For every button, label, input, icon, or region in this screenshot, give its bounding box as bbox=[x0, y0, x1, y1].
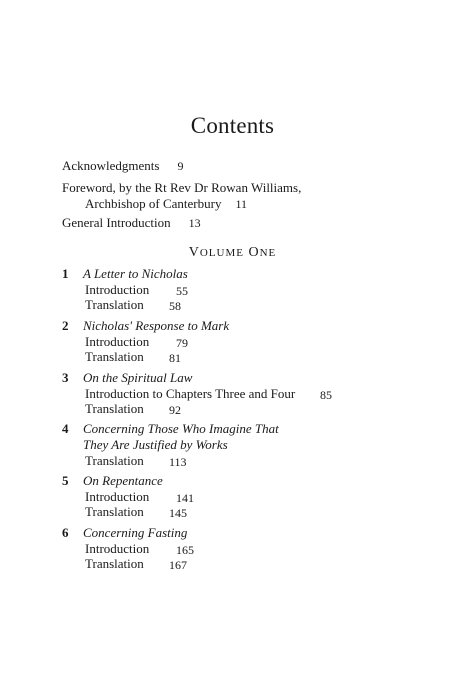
chapter-item-page: 145 bbox=[169, 506, 187, 520]
chapter-item-page: 85 bbox=[320, 388, 332, 402]
chapter-item-label: Introduction bbox=[85, 282, 150, 297]
chapter-title: Concerning Those Who Imagine That bbox=[83, 421, 279, 436]
chapter-item-label: Translation bbox=[85, 349, 144, 364]
chapter-item-page: 81 bbox=[169, 351, 181, 365]
chapter-item-page: 141 bbox=[176, 491, 194, 505]
chapter-item-label: Introduction bbox=[85, 334, 150, 349]
toc-entry-foreword-cont bbox=[85, 196, 247, 212]
chapter-number: 5 bbox=[62, 473, 69, 488]
chapter-number: 4 bbox=[62, 421, 69, 436]
chapter-item-page: 113 bbox=[169, 455, 187, 469]
chapter-item-page: 92 bbox=[169, 403, 181, 417]
chapter-number: 1 bbox=[62, 266, 69, 281]
page-title: Contents bbox=[190, 113, 275, 138]
chapter-item-label: Introduction to Chapters Three and Four bbox=[85, 386, 296, 401]
chapter-title-cont: They Are Justified by Works bbox=[83, 437, 228, 452]
chapter-number: 3 bbox=[62, 370, 69, 385]
toc-entry-label: General Introduction bbox=[62, 215, 171, 230]
toc-entry-page: 9 bbox=[177, 159, 184, 173]
toc-entry-label: Foreword, by the Rt Rev Dr Rowan Williams, bbox=[62, 180, 302, 195]
chapter-item-label: Translation bbox=[85, 556, 144, 571]
chapter-number: 6 bbox=[62, 525, 69, 540]
chapter-item-page: 55 bbox=[176, 284, 188, 298]
toc-entry-label: Archbishop of Canterbury bbox=[85, 196, 222, 211]
toc-entry-page: 11 bbox=[235, 197, 248, 211]
chapter-title: Nicholas' Response to Mark bbox=[83, 318, 230, 333]
toc-entry-general-introduction bbox=[62, 215, 201, 231]
chapter-item-label: Introduction bbox=[85, 541, 150, 556]
chapter-item-page: 165 bbox=[176, 543, 194, 557]
chapter-item-label: Translation bbox=[85, 504, 144, 519]
toc-entry-foreword bbox=[62, 180, 301, 196]
chapter-item-label: Introduction bbox=[85, 489, 150, 504]
chapter-number: 2 bbox=[62, 318, 69, 333]
toc-entry-acknowledgments bbox=[62, 158, 183, 174]
toc-entry-page: 13 bbox=[188, 216, 201, 230]
chapter-item-label: Translation bbox=[85, 401, 144, 416]
chapter-item-label: Translation bbox=[85, 297, 144, 312]
chapter-title: Concerning Fasting bbox=[83, 525, 188, 540]
chapter-title: On the Spiritual Law bbox=[83, 370, 193, 385]
chapter-item-page: 167 bbox=[169, 558, 187, 572]
volume-heading: VOLUME ONE bbox=[188, 245, 277, 260]
chapter-item-page: 79 bbox=[176, 336, 188, 350]
toc-entry-label: Acknowledgments bbox=[62, 158, 160, 173]
chapter-item-page: 58 bbox=[169, 299, 181, 313]
chapter-title: A Letter to Nicholas bbox=[83, 266, 188, 281]
chapter-title: On Repentance bbox=[83, 473, 163, 488]
chapter-item-label: Translation bbox=[85, 453, 144, 468]
